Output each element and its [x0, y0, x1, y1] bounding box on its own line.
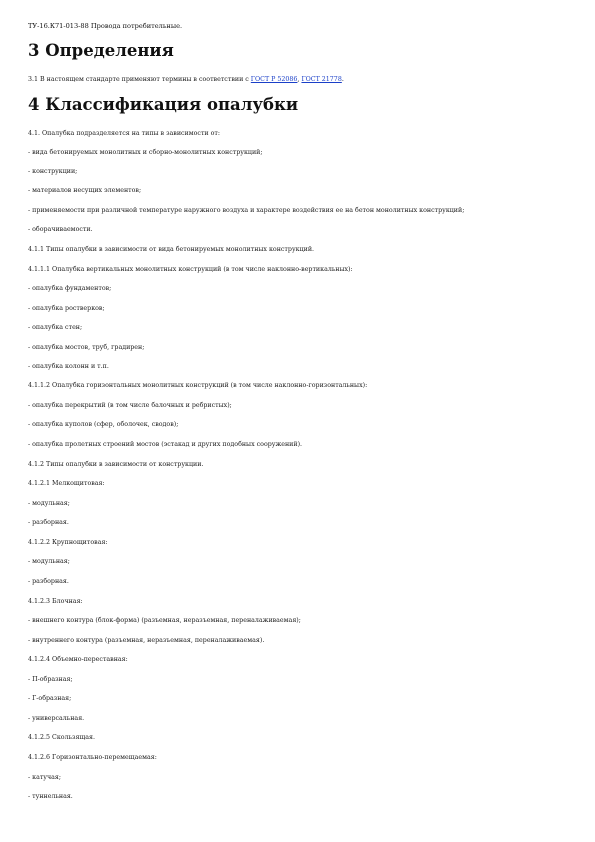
text-line: - Г-образная; — [28, 695, 72, 702]
gost-21778-link[interactable]: ГОСТ 21778 — [301, 76, 342, 83]
paragraph-text: 3.1 В настоящем стандарте применяют термины в соответствии с — [28, 76, 251, 83]
text-line: - опалубка куполов (сфер, оболочек, сводов); — [28, 421, 179, 428]
text-line: 4.1.2.3 Блочная: — [28, 598, 83, 605]
text-line: - опалубка фундаментов; — [28, 285, 112, 292]
running-header: ТУ-16.К71-013-88 Провода потребительные. — [28, 22, 183, 30]
text-line: - опалубка мостов, труб, градирен; — [28, 344, 145, 351]
section-3-1-paragraph — [28, 76, 344, 84]
text-line: 4.1.2.5 Скользящая. — [28, 734, 95, 741]
text-line: 4.1.2 Типы опалубки в зависимости от конструкции. — [28, 461, 204, 468]
text-line: - опалубка пролетных строений мостов (эстакад и других подобных сооружений). — [28, 441, 303, 448]
text-line: - универсальная. — [28, 715, 85, 722]
text-line: - внешнего контура (блок-форма) (разъемная, неразъемная, переналаживаемая); — [28, 617, 301, 624]
text-line: - применяемости при различной температуре наружного воздуха и характере воздействия ее на бетон монолитных конструкций; — [28, 207, 465, 214]
text-line: - разборная. — [28, 578, 69, 585]
paragraph-end: . — [341, 76, 344, 83]
text-line: - опалубка перекрытий (в том числе балочных и ребристых); — [28, 402, 232, 409]
text-line: 4.1.1.1 Опалубка вертикальных монолитных конструкций (в том числе наклонно-вертикальных): — [28, 266, 353, 273]
text-line: - опалубка стен; — [28, 324, 83, 331]
text-line: - П-образная; — [28, 676, 73, 683]
text-line: 4.1.1.2 Опалубка горизонтальных монолитных конструкций (в том числе наклонно-горизонтальных): — [28, 382, 368, 389]
text-line: - оборачиваемости. — [28, 226, 93, 233]
text-line: - туннельная. — [28, 793, 73, 800]
text-line: - опалубка колонн и т.п. — [28, 363, 109, 370]
text-line: - модульная; — [28, 558, 70, 565]
text-line: 4.1.2.6 Горизонтально-перемещаемая: — [28, 754, 157, 761]
separator-text: , — [297, 76, 302, 83]
text-line: 4.1.2.4 Объемно-переставная: — [28, 656, 128, 663]
text-line: - внутреннего контура (разъемная, неразъемная, переналаживаемая). — [28, 637, 265, 644]
text-line: - опалубка ростверков; — [28, 305, 105, 312]
text-line: 4.1.1 Типы опалубки в зависимости от вида бетонируемых монолитных конструкций. — [28, 246, 315, 253]
section-3-heading: 3 Определения — [28, 41, 174, 60]
text-line: 4.1.2.1 Мелкощитовая: — [28, 480, 105, 487]
text-line: - вида бетонируемых монолитных и сборно-монолитных конструкций; — [28, 149, 263, 156]
gost-r-52086-link[interactable]: ГОСТ Р 52086 — [250, 76, 298, 83]
text-line: - разборная. — [28, 519, 69, 526]
text-line: 4.1. Опалубка подразделяется на типы в зависимости от: — [28, 130, 221, 137]
text-line: 4.1.2.2 Крупнощитовая: — [28, 539, 108, 546]
text-line: - материалов несущих элементов; — [28, 187, 142, 194]
text-line: - катучая; — [28, 774, 62, 781]
text-line: - модульная; — [28, 500, 70, 507]
section-4-heading: 4 Классификация опалубки — [28, 95, 299, 114]
text-line: - конструкции; — [28, 168, 78, 175]
